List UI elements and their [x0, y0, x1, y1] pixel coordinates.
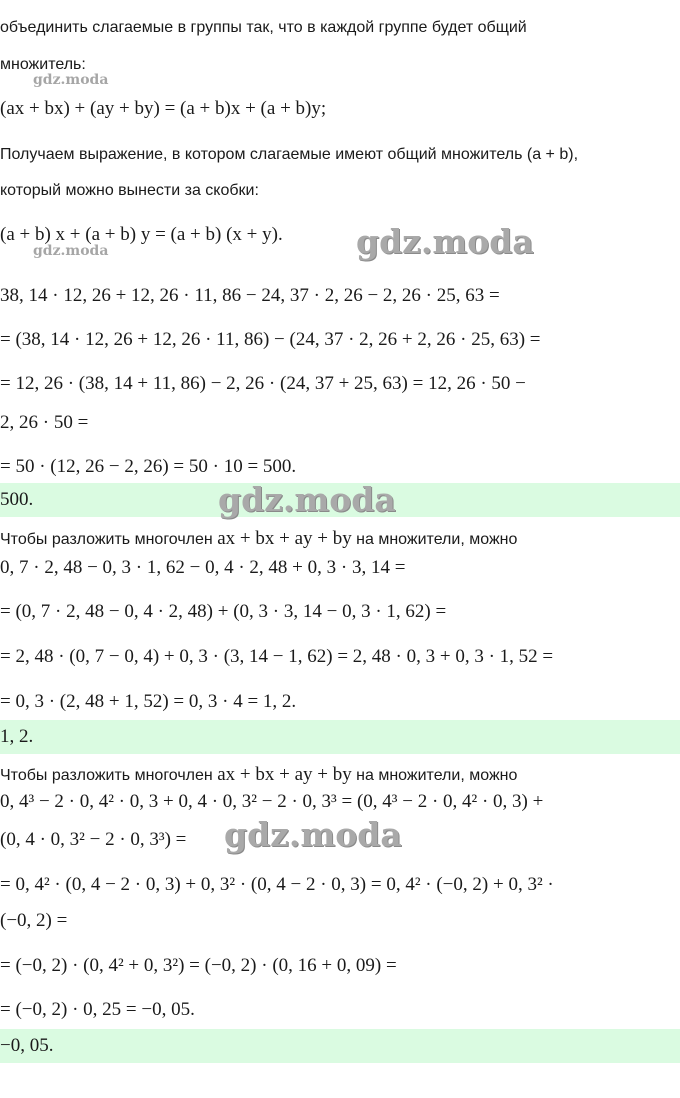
cut-off-text-line	[0, 0, 680, 8]
task2-line-4: = 0, 3 · (2, 48 + 1, 52) = 0, 3 · 4 = 1, 2.	[0, 691, 297, 712]
task3-line-5: = (−0, 2) · (0, 4² + 0, 3²) = (−0, 2) · (0, 16 + 0, 09) =	[0, 955, 397, 976]
watermark-large: gdz.moda	[356, 222, 534, 261]
task2-line-1: 0, 7 · 2, 48 − 0, 3 · 1, 62 − 0, 4 · 2, 48 + 0, 3 · 3, 14 =	[0, 557, 406, 578]
watermark-large: gdz.moda	[224, 815, 402, 854]
task3-line-2: (0, 4 · 0, 3² − 2 · 0, 3³) =	[0, 829, 187, 850]
task3-line-1: 0, 4³ − 2 · 0, 4² · 0, 3 + 0, 4 · 0, 3² − 2 · 0, 3³ = (0, 4³ − 2 · 0, 4² · 0, 3) +	[0, 791, 544, 812]
task2-answer-value: 1, 2.	[0, 726, 34, 747]
task3-line-4: (−0, 2) =	[0, 910, 68, 931]
watermark-small: gdz.moda	[33, 72, 109, 88]
task2-intro	[0, 527, 517, 551]
watermark-large: gdz.moda	[218, 480, 396, 519]
intro-formula: (ax + bx) + (ay + by) = (a + b)x + (a + b)y;	[0, 98, 327, 119]
intro-line-1: объединить слагаемые в группы так, что в каждой группе будет общий	[0, 19, 527, 36]
watermark-small: gdz.moda	[33, 243, 109, 259]
task2-intro-prefix: Чтобы разложить многочлен	[0, 531, 218, 548]
task3-answer	[0, 1029, 680, 1063]
task1-line-1: 38, 14 · 12, 26 + 12, 26 · 11, 86 − 24, 37 · 2, 26 − 2, 26 · 25, 63 =	[0, 285, 500, 306]
intro-formula-2: (a + b) x + (a + b) y = (a + b) (x + y).	[0, 224, 283, 245]
task3-intro-suffix: на множители, можно	[351, 767, 518, 784]
task1-line-5: = 50 · (12, 26 − 2, 26) = 50 · 10 = 500.	[0, 456, 297, 477]
intro-text-1: Получаем выражение, в котором слагаемые имеют общий множитель (a + b),	[0, 146, 579, 163]
task1-line-4: 2, 26 · 50 =	[0, 412, 89, 433]
intro-text-2: который можно вынести за скобки:	[0, 182, 259, 199]
task2-intro-suffix: на множители, можно	[351, 531, 518, 548]
intro-line-2: множитель:	[0, 56, 86, 73]
task3-intro	[0, 763, 517, 787]
task2-line-3: = 2, 48 · (0, 7 − 0, 4) + 0, 3 · (3, 14 − 1, 62) = 2, 48 · 0, 3 + 0, 3 · 1, 52 =	[0, 646, 554, 667]
task2-answer	[0, 720, 680, 754]
task1-line-3: = 12, 26 · (38, 14 + 11, 86) − 2, 26 · (24, 37 + 25, 63) = 12, 26 · 50 −	[0, 373, 526, 394]
task3-line-3: = 0, 4² · (0, 4 − 2 · 0, 3) + 0, 3² · (0, 4 − 2 · 0, 3) = 0, 4² · (−0, 2) + 0, 3² ·	[0, 874, 554, 895]
task2-intro-formula: ax + bx + ay + by	[217, 528, 352, 549]
task3-intro-prefix: Чтобы разложить многочлен	[0, 767, 218, 784]
task1-line-2: = (38, 14 · 12, 26 + 12, 26 · 11, 86) − (24, 37 · 2, 26 + 2, 26 · 25, 63) =	[0, 329, 541, 350]
task3-intro-formula: ax + bx + ay + by	[217, 764, 352, 785]
task3-line-6: = (−0, 2) · 0, 25 = −0, 05.	[0, 999, 195, 1020]
task3-answer-value: −0, 05.	[0, 1035, 54, 1056]
task1-answer-value: 500.	[0, 489, 34, 510]
task2-line-2: = (0, 7 · 2, 48 − 0, 4 · 2, 48) + (0, 3 · 3, 14 − 0, 3 · 1, 62) =	[0, 601, 447, 622]
